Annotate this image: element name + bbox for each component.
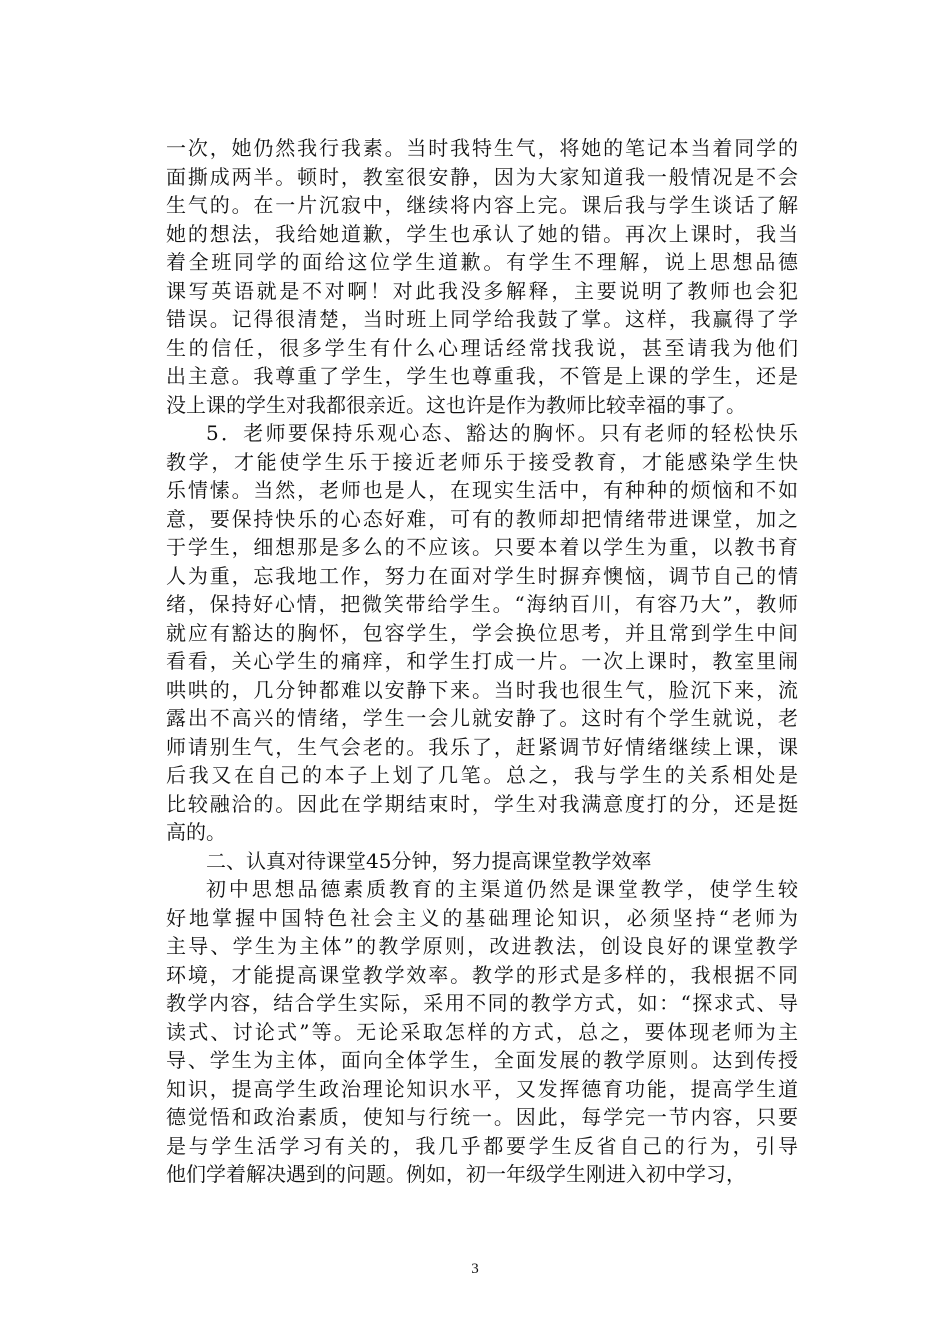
text-line: 乐情愫。当然，老师也是人，在现实生活中，有种种的烦恼和不如 xyxy=(166,478,798,502)
text-line: 5．老师要保持乐观心态、豁达的胸怀。只有老师的轻松快乐 xyxy=(206,421,798,445)
text-line: 看看，关心学生的痛痒，和学生打成一片。一次上课时，教室里闹 xyxy=(166,649,798,673)
text-line: 二、认真对待课堂45分钟，努力提高课堂教学效率 xyxy=(206,848,652,873)
text-line: 读式、讨论式”等。无论采取怎样的方式，总之，要体现老师为主 xyxy=(166,1019,798,1044)
text-line: 初中思想品德素质教育的主渠道仍然是课堂教学，使学生较 xyxy=(206,877,798,901)
text-line: 哄哄的，几分钟都难以安静下来。当时我也很生气，脸沉下来，流 xyxy=(166,677,798,702)
text-line: 面撕成两半。顿时，教室很安静，因为大家知道我一般情况是不会 xyxy=(166,164,798,189)
text-line: 错误。记得很清楚，当时班上同学给我鼓了掌。这样，我赢得了学 xyxy=(166,307,798,331)
paragraph xyxy=(166,875,798,1189)
text-line: 知识，提高学生政治理论知识水平，又发挥德育功能，提高学生道 xyxy=(166,1076,798,1101)
paragraph xyxy=(166,134,798,419)
text-line: 一次，她仍然我行我素。当时我特生气，将她的笔记本当着同学的 xyxy=(166,136,798,160)
text-line: 主导、学生为主体”的教学原则，改进教法，创设良好的课堂教学 xyxy=(166,934,798,958)
text-line: 高的。 xyxy=(166,820,226,844)
text-line: 后我又在自己的本子上划了几笔。总之，我与学生的关系相处是 xyxy=(166,763,798,787)
text-line: 人为重，忘我地工作，努力在面对学生时摒弃懊恼，调节自己的情 xyxy=(166,563,798,588)
text-line: 教学，才能使学生乐于接近老师乐于接受教育，才能感染学生快 xyxy=(166,449,798,474)
text-line: 意，要保持快乐的心态好难，可有的教师却把情绪带进课堂，加之 xyxy=(166,506,798,531)
text-line: 环境，才能提高课堂教学效率。教学的形式是多样的，我根据不同 xyxy=(166,962,798,987)
text-line: 她的想法，我给她道歉，学生也承认了她的错。再次上课时，我当 xyxy=(166,221,798,246)
text-line: 没上课的学生对我都很亲近。这也许是作为教师比较幸福的事了。 xyxy=(166,392,746,417)
text-line: 师请别生气，生气会老的。我乐了，赶紧调节好情绪继续上课，课 xyxy=(166,734,798,759)
text-line: 导、学生为主体，面向全体学生，全面发展的教学原则。达到传授 xyxy=(166,1048,798,1072)
paragraph xyxy=(166,847,798,876)
body-text xyxy=(166,134,798,1189)
page-number: 3 xyxy=(471,1261,479,1277)
text-line: 比较融洽的。因此在学期结束时，学生对我满意度打的分，还是挺 xyxy=(166,791,798,816)
text-line: 着全班同学的面给这位学生道歉。有学生不理解，说上思想品德 xyxy=(166,250,798,274)
text-line: 生气的。在一片沉寂中，继续将内容上完。课后我与学生谈话了解 xyxy=(166,193,798,217)
text-line: 好地掌握中国特色社会主义的基础理论知识，必须坚持“老师为 xyxy=(166,905,798,930)
text-line: 出主意。我尊重了学生，学生也尊重我，不管是上课的学生，还是 xyxy=(166,364,798,388)
text-line: 就应有豁达的胸怀，包容学生，学会换位思考，并且常到学生中间 xyxy=(166,620,798,645)
text-line: 绪，保持好心情，把微笑带给学生。“海纳百川，有容乃大”，教师 xyxy=(166,592,798,616)
text-line: 德觉悟和政治素质，使知与行统一。因此，每学完一节内容，只要 xyxy=(166,1105,798,1129)
text-line: 教学内容，结合学生实际，采用不同的教学方式，如：“探求式、导 xyxy=(166,991,798,1015)
text-line: 露出不高兴的情绪，学生一会儿就安静了。这时有个学生就说，老 xyxy=(166,706,798,730)
paragraph xyxy=(166,419,798,847)
text-line: 是与学生活学习有关的，我几乎都要学生反省自己的行为，引导 xyxy=(166,1133,798,1158)
text-line: 生的信任，很多学生有什么心理话经常找我说，甚至请我为他们 xyxy=(166,335,798,360)
text-line: 他们学着解决遇到的问题。例如，初一年级学生刚进入初中学习， xyxy=(166,1162,746,1186)
text-line: 课写英语就是不对啊！对此我没多解释，主要说明了教师也会犯 xyxy=(166,278,798,303)
text-line: 于学生，细想那是多么的不应该。只要本着以学生为重，以教书育 xyxy=(166,535,798,559)
